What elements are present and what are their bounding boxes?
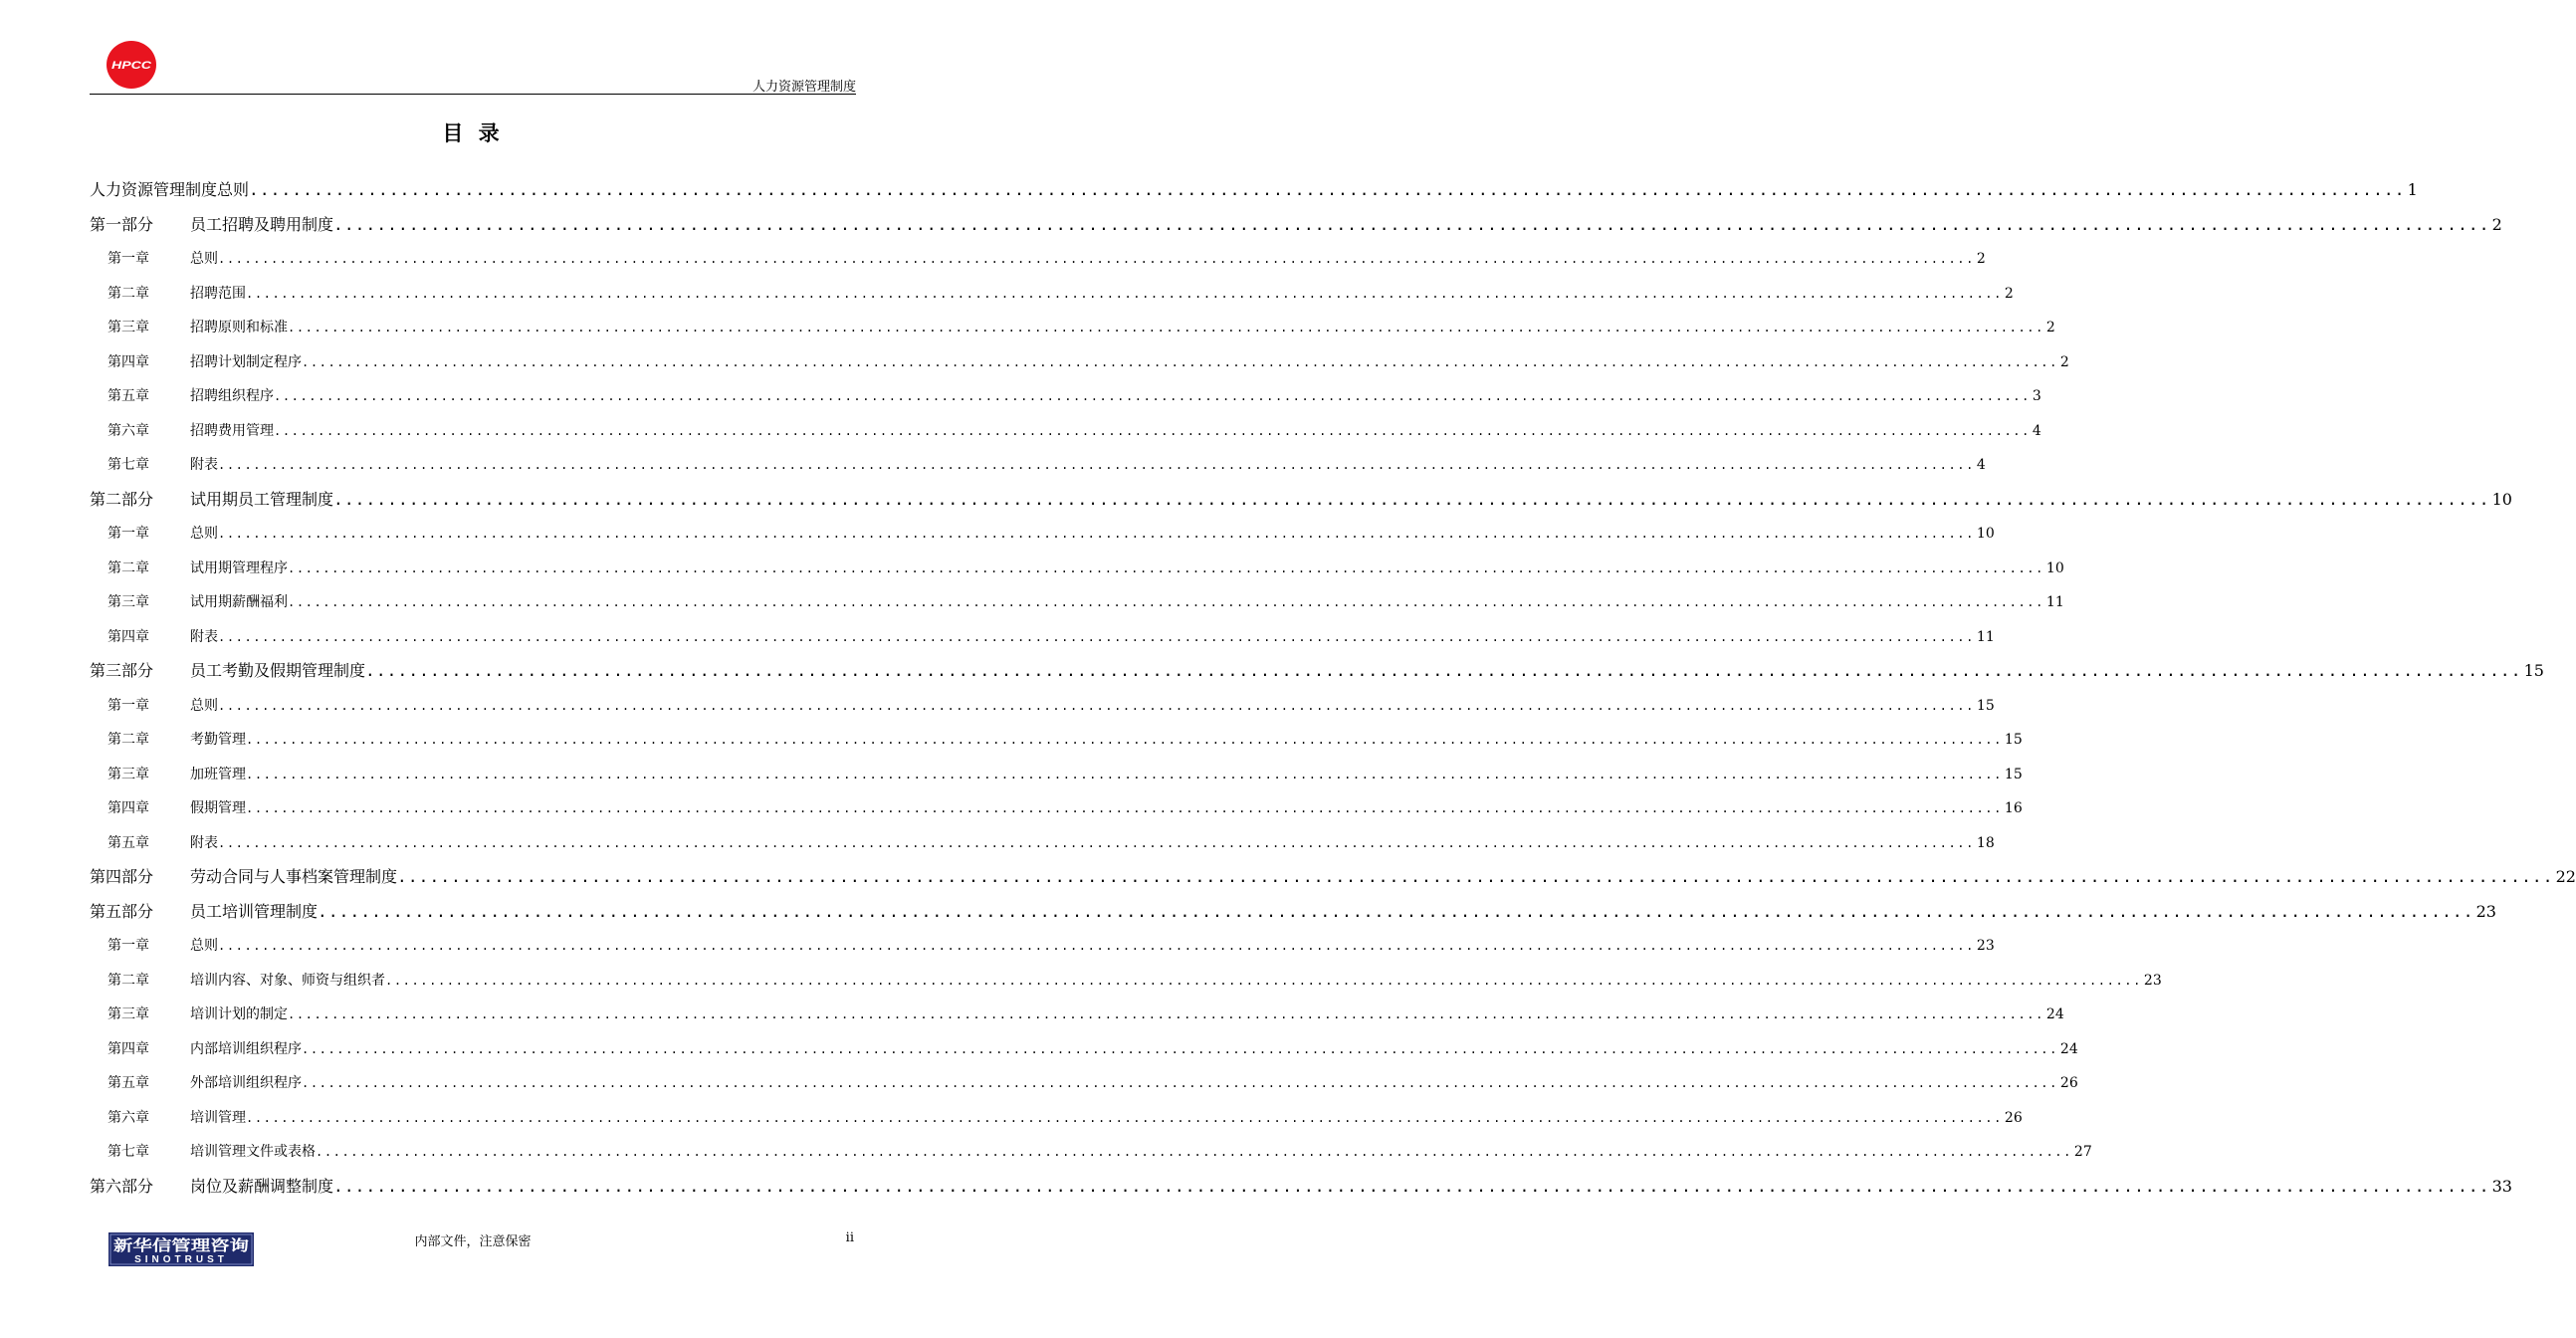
toc-entry [90,208,2502,243]
toc-entry-title: 试用期员工管理制度 [190,489,334,509]
toc-page-number: 33 [2491,1176,2512,1196]
document-title: 人力资源管理制度 [751,80,856,95]
toc-entry [90,654,2544,689]
toc-chapter-number: 第四章 [107,353,149,370]
toc-page-number: 24 [2059,1040,2078,1057]
header-divider [90,94,856,95]
toc-chapter-number: 第六章 [107,422,149,439]
toc-leader-dots: ........................................................................................................................................................................................................ [246,767,2003,781]
toc-entry-title: 招聘原则和标准 [190,320,288,335]
toc-leader-dots: ........................................................................................................................................................................................................ [218,458,1975,472]
toc-leader-dots: ........................................................................................................................................................................................................ [333,489,2490,509]
toc-part-number: 第三部分 [90,661,154,680]
toc-chapter-number: 第五章 [107,388,149,404]
toc-entry [90,379,2041,414]
toc-entry [90,414,2041,449]
toc-page-number: 2 [2045,320,2055,335]
toc-leader-dots: ........................................................................................................................................................................................................ [397,867,2554,886]
toc-leader-dots: ........................................................................................................................................................................................................ [385,973,2142,988]
toc-entry [90,1170,2512,1205]
toc-entry [90,826,1995,861]
toc-entry [90,552,2064,586]
toc-chapter-number: 第五章 [107,834,149,851]
toc-page-number: 23 [2475,901,2496,921]
toc-chapter-number: 第六章 [107,1109,149,1126]
toc-entry-title: 培训计划的制定 [190,1006,288,1022]
toc-entry-title: 劳动合同与人事档案管理制度 [190,867,398,886]
toc-leader-dots: ........................................................................................................................................................................................................ [218,252,1975,266]
toc-entry-title: 招聘计划制定程序 [190,353,302,370]
page-number: ii [845,1230,854,1245]
toc-page-number: 26 [2004,1109,2023,1126]
toc-chapter-number: 第三章 [107,766,149,782]
toc-entry-title: 考勤管理 [190,732,246,748]
toc-chapter-number: 第四章 [107,800,149,816]
toc-leader-dots: ........................................................................................................................................................................................................ [333,214,2490,234]
toc-entry [90,689,1995,724]
toc-entry [90,1135,2092,1170]
toc-entry [90,860,2576,895]
toc-leader-dots: ........................................................................................................................................................................................................ [302,354,2058,369]
toc-page-number: 23 [1976,938,1995,954]
logo-cn-text: 新华信管理咨询 [113,1236,249,1254]
toc-leader-dots: ........................................................................................................................................................................................................ [288,1007,2044,1021]
toc-leader-dots: ........................................................................................................................................................................................................ [246,801,2003,815]
toc-entry [90,277,2014,312]
toc-entry-title: 岗位及薪酬调整制度 [190,1176,334,1196]
toc-entry [90,1101,2023,1136]
toc-chapter-number: 第三章 [107,320,149,335]
toc-entry [90,998,2064,1032]
toc-entry-title: 总则 [190,938,218,954]
toc-page-number: 11 [1976,628,1995,645]
toc-leader-dots: ........................................................................................................................................................................................................ [318,901,2474,921]
toc-page-number: 24 [2045,1006,2064,1022]
toc-chapter-number: 第二章 [107,732,149,748]
toc-chapter-number: 第一章 [107,526,149,542]
toc-page-number: 18 [1976,834,1995,851]
toc-entry-title: 加班管理 [190,766,246,782]
toc-chapter-number: 第一章 [107,697,149,714]
toc-entry [90,345,2069,380]
toc-page-number: 2 [2491,214,2502,234]
toc-heading: 目 录 [442,121,504,145]
toc-chapter-number: 第四章 [107,628,149,645]
toc-part-number: 第六部分 [90,1176,154,1196]
toc-page-number: 11 [2045,594,2064,610]
logo-en-text: SINOTRUST [134,1254,228,1265]
toc-leader-dots: ........................................................................................................................................................................................................ [249,180,2406,199]
toc-entry-title: 培训内容、对象、师资与组织者 [190,972,385,989]
toc-page-number: 15 [2004,766,2023,782]
toc-leader-dots: ........................................................................................................................................................................................................ [274,423,2031,438]
toc-leader-dots: ........................................................................................................................................................................................................ [288,321,2044,334]
toc-page-number: 10 [2491,489,2512,509]
toc-entry-title: 培训管理文件或表格 [190,1144,316,1160]
toc-entry [90,448,1986,483]
toc-part-number: 第一部分 [90,214,154,234]
company-logo [106,40,157,90]
toc-page-number: 27 [2073,1144,2092,1160]
toc-chapter-number: 第一章 [107,938,149,954]
toc-leader-dots: ........................................................................................................................................................................................................ [246,733,2003,747]
toc-entry-title: 附表 [190,834,218,851]
toc-page-number: 15 [2523,661,2544,680]
toc-chapter-number: 第七章 [107,457,149,473]
toc-page-number: 22 [2555,867,2576,886]
toc-leader-dots: ........................................................................................................................................................................................................ [218,835,1975,850]
toc-entry [90,173,2418,208]
toc-page-number: 23 [2143,972,2162,989]
toc-entry-title: 招聘范围 [190,285,246,302]
toc-entry-title: 员工招聘及聘用制度 [190,214,334,234]
toc-entry-title: 招聘费用管理 [190,422,274,439]
toc-part-number: 第五部分 [90,901,154,921]
toc-entry-title: 外部培训组织程序 [190,1075,302,1091]
toc-entry-title: 员工考勤及假期管理制度 [190,661,366,680]
toc-entry [90,483,2512,518]
toc-entry [90,895,2496,930]
toc-page-number: 2 [2059,353,2069,370]
toc-part-number: 第四部分 [90,867,154,886]
toc-leader-dots: ........................................................................................................................................................................................................ [274,389,2031,403]
toc-entry-title: 总则 [190,697,218,714]
toc-page-number: 3 [2032,388,2041,404]
toc-entry-title: 总则 [190,526,218,542]
confidential-notice: 内部文件，注意保密 [414,1234,532,1249]
toc-leader-dots: ........................................................................................................................................................................................................ [246,286,2003,301]
toc-chapter-number: 第三章 [107,594,149,610]
toc-entry [90,929,1995,964]
toc-entry [90,758,2023,792]
toc-entry-title: 内部培训组织程序 [190,1040,302,1057]
toc-chapter-number: 第三章 [107,1006,149,1022]
toc-page-number: 4 [2032,422,2041,439]
toc-chapter-number: 第一章 [107,251,149,267]
toc-page-number: 10 [2045,559,2064,576]
toc-entry-title: 假期管理 [190,800,246,816]
toc-entry [90,517,1995,552]
toc-entry-title: 招聘组织程序 [190,388,274,404]
toc-leader-dots: ........................................................................................................................................................................................................ [316,1145,2072,1159]
toc-entry [90,242,1986,277]
toc-entry [90,620,1995,655]
toc-leader-dots: ........................................................................................................................................................................................................ [288,595,2044,609]
toc-entry-title: 员工培训管理制度 [190,901,319,921]
toc-entry [90,964,2162,999]
toc-entry-title: 试用期薪酬福利 [190,594,288,610]
toc-entry [90,1066,2078,1101]
toc-page-number: 1 [2407,180,2418,199]
toc-page-number: 4 [1976,457,1986,473]
logo-text: HPCC [111,60,153,72]
toc-leader-dots: ........................................................................................................................................................................................................ [333,1176,2490,1196]
toc-leader-dots: ........................................................................................................................................................................................................ [218,527,1975,541]
toc-part-number: 第二部分 [90,489,154,509]
toc-chapter-number: 第七章 [107,1144,149,1160]
toc-leader-dots: ........................................................................................................................................................................................................ [218,698,1975,713]
table-of-contents [90,173,2576,1204]
toc-entry-title: 附表 [190,628,218,645]
toc-chapter-number: 第二章 [107,972,149,989]
toc-leader-dots: ........................................................................................................................................................................................................ [218,629,1975,644]
toc-leader-dots: ........................................................................................................................................................................................................ [365,661,2522,680]
toc-entry-title: 试用期管理程序 [190,559,288,576]
toc-page-number: 15 [2004,732,2023,748]
toc-leader-dots: ........................................................................................................................................................................................................ [218,939,1975,953]
toc-leader-dots: ........................................................................................................................................................................................................ [302,1041,2058,1056]
toc-chapter-number: 第四章 [107,1040,149,1057]
toc-entry [90,791,2023,826]
toc-page-number: 15 [1976,697,1995,714]
toc-leader-dots: ........................................................................................................................................................................................................ [302,1076,2058,1090]
toc-entry-title: 培训管理 [190,1109,246,1126]
toc-entry [90,1032,2078,1067]
toc-entry-title: 人力资源管理制度总则 [90,180,250,199]
toc-chapter-number: 第二章 [107,559,149,576]
toc-entry [90,723,2023,758]
toc-entry-title: 总则 [190,251,218,267]
toc-page-number: 26 [2059,1075,2078,1091]
toc-entry-title: 附表 [190,457,218,473]
toc-chapter-number: 第五章 [107,1075,149,1091]
toc-page-number: 2 [1976,251,1986,267]
toc-leader-dots: ........................................................................................................................................................................................................ [246,1110,2003,1125]
toc-page-number: 2 [2004,285,2014,302]
toc-leader-dots: ........................................................................................................................................................................................................ [288,560,2044,575]
toc-page-number: 16 [2004,800,2023,816]
toc-page-number: 10 [1976,526,1995,542]
toc-chapter-number: 第二章 [107,285,149,302]
toc-entry [90,311,2055,345]
toc-entry [90,585,2064,620]
